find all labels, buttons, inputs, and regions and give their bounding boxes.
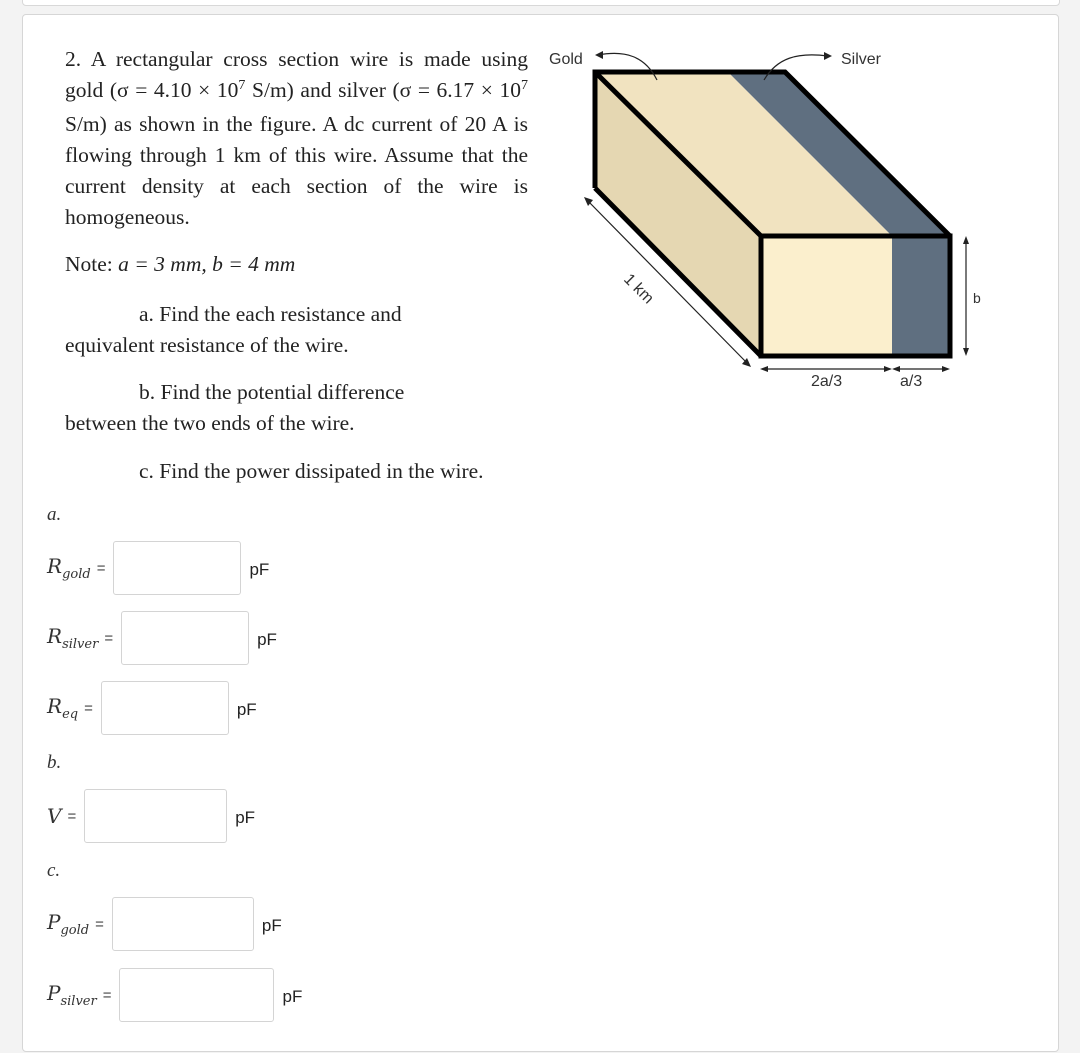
p-silver-main: P	[47, 981, 61, 1005]
height-arrow-top	[963, 236, 969, 244]
silver-front-face	[892, 236, 950, 356]
v-unit: pF	[235, 808, 256, 827]
gold-conductivity: (σ = 4.10 × 10	[109, 78, 239, 102]
silver-conductivity-unit: S/m) as shown in the figure.	[65, 112, 317, 136]
task-a-line2: equivalent resistance of the wire.	[65, 333, 349, 357]
wire-figure	[545, 40, 1005, 400]
r-eq-symbol	[47, 694, 78, 722]
p-gold-main: P	[47, 910, 61, 934]
r-silver-main: R	[47, 624, 63, 648]
r-silver-symbol	[47, 624, 98, 652]
equals-sign: =	[96, 559, 106, 577]
previous-card-edge	[22, 0, 1060, 6]
gold-label: Gold	[549, 51, 583, 68]
task-b-line2: between the two ends of the wire.	[65, 411, 355, 435]
r-eq-sub: eq	[62, 707, 79, 722]
part-a-label: a.	[47, 504, 62, 525]
p-silver-sub: silver	[60, 994, 97, 1009]
p-gold-unit: pF	[261, 916, 282, 935]
equals-sign: =	[67, 807, 77, 825]
gold-width-label: 2a/3	[811, 373, 843, 390]
silver-width-label: a/3	[900, 373, 923, 390]
v-symbol: V	[47, 804, 62, 828]
note-label: Note:	[65, 252, 113, 276]
equals-sign: =	[84, 699, 93, 717]
note-values: a = 3 mm, b = 4 mm	[118, 252, 296, 276]
task-c	[65, 456, 545, 487]
equals-sign: =	[104, 629, 114, 647]
equals-sign: =	[102, 986, 112, 1004]
problem-details: A dc current of 20 A is flowing through 1 km of this wire. Assume that the current density at each section of the wire is homogeneous.	[65, 112, 528, 229]
r-eq-main: R	[47, 694, 63, 718]
r-eq-unit: pF	[236, 700, 257, 719]
r-gold-symbol	[47, 554, 91, 582]
r-silver-input[interactable]	[121, 611, 249, 665]
p-gold-row	[47, 896, 282, 952]
silver-width-arrow-start	[892, 366, 900, 372]
r-eq-row	[47, 680, 257, 736]
problem-number: 2.	[65, 47, 82, 71]
r-gold-main: R	[47, 554, 63, 578]
gold-conductivity-unit: S/m) and silver	[245, 78, 386, 102]
p-silver-unit: pF	[282, 987, 303, 1006]
silver-width-arrow-end	[942, 366, 950, 372]
problem-intro: A rectangular cross section wire is made using gold	[65, 47, 528, 102]
part-c-label: c.	[47, 860, 61, 881]
task-a-line1: a. Find the each resistance and	[139, 302, 402, 326]
task-b	[65, 377, 545, 439]
p-gold-input[interactable]	[112, 897, 254, 951]
gold-width-arrow-end	[884, 366, 892, 372]
task-a	[65, 299, 545, 361]
v-input[interactable]	[84, 789, 227, 843]
note	[65, 252, 295, 277]
gold-front-face	[761, 236, 892, 356]
r-silver-unit: pF	[257, 630, 277, 649]
r-eq-input[interactable]	[101, 681, 229, 735]
silver-exponent: 7	[521, 78, 529, 93]
r-gold-input[interactable]	[113, 541, 241, 595]
gold-width-arrow-start	[760, 366, 768, 372]
p-silver-symbol	[47, 981, 97, 1009]
task-c-line: c. Find the power dissipated in the wire.	[139, 459, 484, 483]
p-silver-input[interactable]	[119, 968, 274, 1022]
r-gold-sub: gold	[62, 567, 91, 582]
part-b-label: b.	[47, 752, 62, 773]
task-b-line1: b. Find the potential difference	[139, 380, 405, 404]
r-gold-row	[47, 540, 269, 596]
gold-pointer-head	[595, 51, 603, 59]
r-gold-unit: pF	[249, 560, 270, 579]
height-arrow-bottom	[963, 348, 969, 356]
silver-label: Silver	[841, 51, 882, 68]
v-row	[47, 788, 255, 844]
silver-pointer-head	[824, 52, 832, 60]
problem-text	[65, 44, 528, 233]
gold-exponent: 7	[238, 78, 246, 93]
p-silver-row	[47, 967, 302, 1023]
length-label: 1 km	[620, 270, 657, 308]
r-silver-sub: silver	[62, 637, 99, 652]
silver-conductivity: (σ = 6.17 × 10	[392, 78, 522, 102]
p-gold-sub: gold	[60, 923, 90, 938]
r-silver-row	[47, 610, 277, 666]
problem-statement	[65, 44, 528, 233]
height-label: b	[973, 290, 981, 306]
p-gold-symbol	[47, 910, 89, 938]
equals-sign: =	[95, 915, 104, 933]
